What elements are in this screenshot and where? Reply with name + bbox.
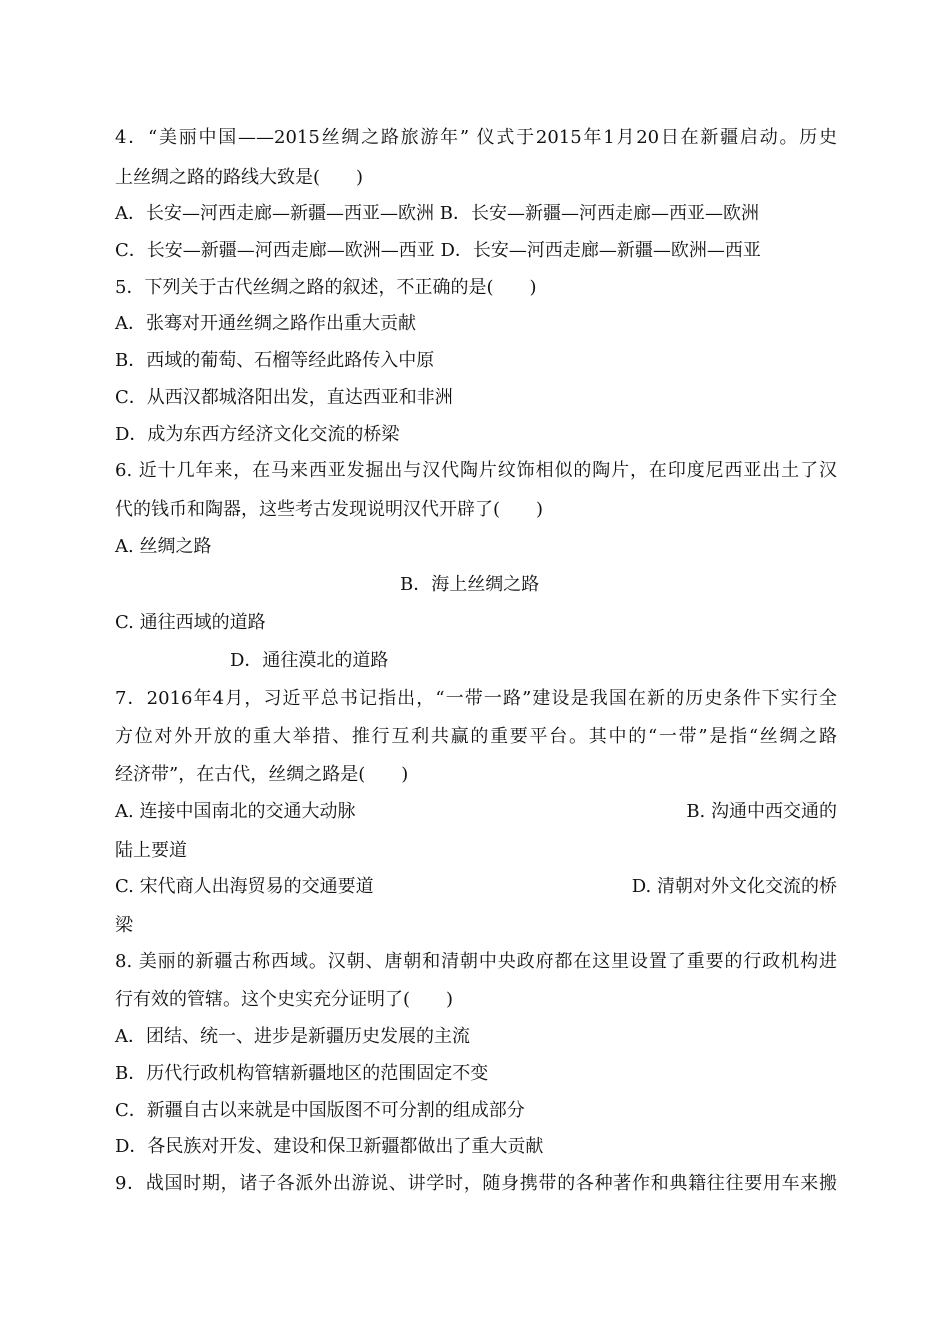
q8-stem-line2: 行有效的管辖。这个史实充分证明了( ): [115, 989, 454, 1010]
q4-options-cd: C．长安—新疆—河西走廊—欧洲—西亚 D．长安—河西走廊—新疆—欧洲—西亚: [115, 240, 761, 261]
q7-stem-line1: 7．2016年4月，习近平总书记指出，“一带一路”建设是我国在新的历史条件下实行全: [115, 688, 837, 709]
q5-option-b: B．西域的葡萄、石榴等经此路传入中原: [115, 350, 435, 371]
q4-stem-line1: 4．“美丽中国——2015丝绸之路旅游年” 仪式于2015年1月20日在新疆启动。历史: [115, 127, 837, 148]
q7-option-a: A. 连接中国南北的交通大动脉: [115, 801, 356, 822]
q5-option-c: C．从西汉都城洛阳出发，直达西亚和非洲: [115, 387, 453, 408]
q8-stem-line1: 8. 美丽的新疆古称西域。汉朝、唐朝和清朝中央政府都在这里设置了重要的行政机构进: [115, 951, 837, 972]
q8-option-d: D．各民族对开发、建设和保卫新疆都做出了重大贡献: [115, 1136, 544, 1157]
q6-option-c: C. 通往西域的道路: [115, 612, 266, 633]
q7-option-d: D. 清朝对外文化交流的桥: [631, 876, 837, 897]
q6-option-b: B．海上丝绸之路: [400, 574, 540, 595]
q7-stem-line2: 方位对外开放的重大举措、推行互利共赢的重要平台。其中的“一带”是指“丝绸之路: [115, 726, 837, 747]
q6-stem-line2: 代的钱币和陶器，这些考古发现说明汉代开辟了( ): [115, 499, 544, 520]
q8-option-b: B．历代行政机构管辖新疆地区的范围固定不变: [115, 1063, 489, 1084]
q5-stem: 5．下列关于古代丝绸之路的叙述，不正确的是( ): [115, 277, 537, 298]
q7-stem-line3: 经济带”，在古代，丝绸之路是( ): [115, 764, 409, 785]
q8-option-a: A．团结、统一、进步是新疆历史发展的主流: [115, 1026, 470, 1047]
q4-options-ab: A．长安—河西走廊—新疆—西亚—欧洲 B．长安—新疆—河西走廊—西亚—欧洲: [115, 203, 759, 224]
q6-option-d: D．通往漠北的道路: [230, 650, 389, 671]
q6-stem-line1: 6. 近十几年来，在马来西亚发掘出与汉代陶片纹饰相似的陶片，在印度尼西亚出土了汉: [115, 460, 837, 481]
q6-option-a: A. 丝绸之路: [115, 536, 212, 557]
q7-option-c: C. 宋代商人出海贸易的交通要道: [115, 876, 374, 897]
q7-option-d-continued: 梁: [115, 915, 133, 936]
q7-option-b-continued: 陆上要道: [115, 840, 187, 861]
q8-option-c: C．新疆自古以来就是中国版图不可分割的组成部分: [115, 1100, 525, 1121]
q5-option-d: D．成为东西方经济文化交流的桥梁: [115, 424, 400, 445]
q5-option-a: A．张骞对开通丝绸之路作出重大贡献: [115, 313, 416, 334]
q9-stem-line1: 9．战国时期，诸子各派外出游说、讲学时，随身携带的各种著作和典籍往往要用车来搬: [115, 1173, 837, 1194]
q7-option-b: B. 沟通中西交通的: [686, 801, 837, 822]
q4-stem-line2: 上丝绸之路的路线大致是( ): [115, 167, 364, 188]
